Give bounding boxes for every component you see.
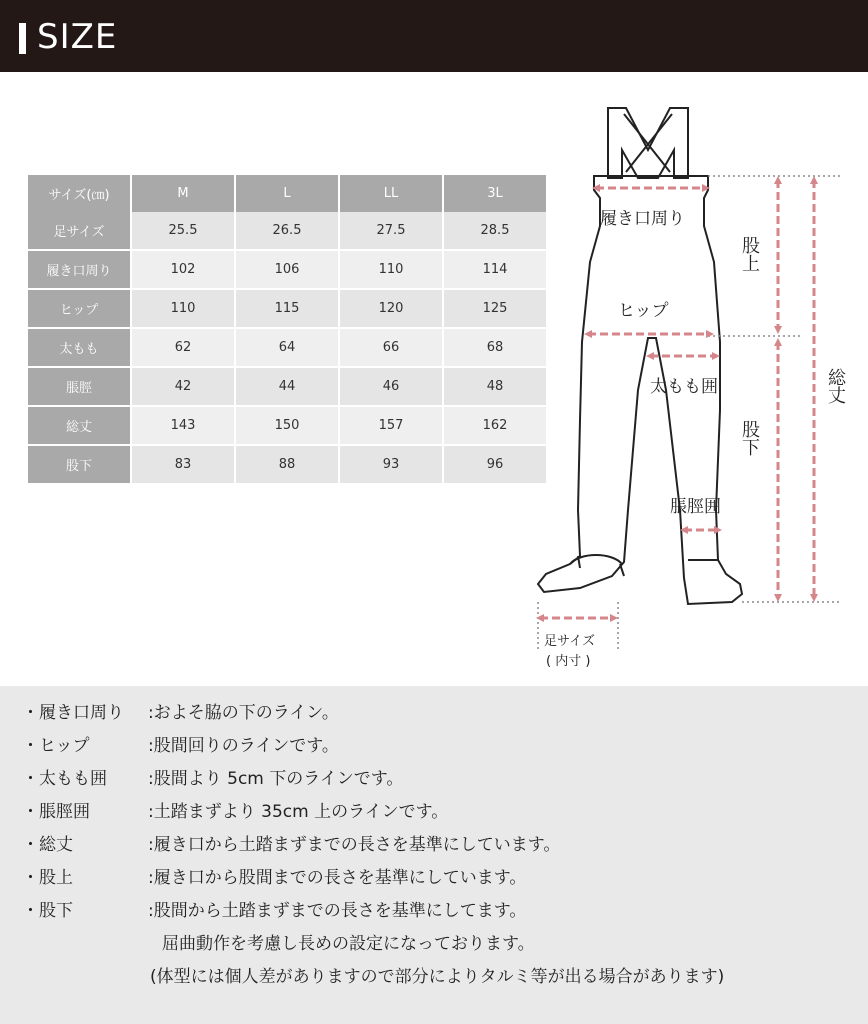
table-cell: 115 (236, 290, 340, 329)
table-row (28, 368, 546, 407)
table-cell: 42 (132, 368, 236, 407)
note-term: ・股下 (22, 901, 73, 921)
row-label: 太もも (28, 329, 132, 368)
table-cell: 83 (132, 446, 236, 483)
row-label: 総丈 (28, 407, 132, 446)
size-table (28, 175, 546, 483)
table-header-row (28, 175, 546, 212)
note-desc: :股間から土踏まずまでの長さを基準にしてます。 (148, 901, 527, 921)
column-header: M (132, 175, 236, 212)
table-cell: 150 (236, 407, 340, 446)
column-header: LL (340, 175, 444, 212)
table-cell: 64 (236, 329, 340, 368)
note-desc: :履き口から土踏まずまでの長さを基準にしています。 (148, 835, 561, 855)
note-disclaimer: (体型には個人差がありますので部分によりタルミ等が出る場合があります) (150, 967, 725, 987)
suspenders (608, 108, 688, 178)
table-cell: 68 (444, 329, 546, 368)
table-cell: 44 (236, 368, 340, 407)
table-cell: 162 (444, 407, 546, 446)
table-cell: 28.5 (444, 212, 546, 251)
row-label: 股下 (28, 446, 132, 483)
table-row (28, 407, 546, 446)
hip-label: ヒップ (618, 301, 669, 321)
table-cell: 26.5 (236, 212, 340, 251)
table-cell: 62 (132, 329, 236, 368)
table-corner-cell: サイズ(㎝) (28, 175, 132, 212)
note-desc: :股間回りのラインです。 (148, 736, 339, 756)
note-desc: :履き口から股間までの長さを基準にしています。 (148, 868, 527, 888)
table-cell: 66 (340, 329, 444, 368)
table-cell: 106 (236, 251, 340, 290)
total-length-label: 総丈 (825, 368, 846, 404)
table-cell: 25.5 (132, 212, 236, 251)
table-cell: 96 (444, 446, 546, 483)
table-row (28, 251, 546, 290)
header (0, 0, 868, 72)
row-label: 履き口周り (28, 251, 132, 290)
table-row (28, 446, 546, 483)
table-cell: 110 (340, 251, 444, 290)
foot-size-label: 足サイズ (544, 634, 595, 649)
header-accent-bar (19, 23, 26, 54)
note-desc: :およそ脇の下のライン。 (148, 703, 339, 723)
note-term: ・股上 (22, 868, 73, 888)
notes-panel (0, 686, 868, 1024)
table-cell: 46 (340, 368, 444, 407)
table-cell: 102 (132, 251, 236, 290)
rise-label: 股上 (739, 236, 760, 272)
table-cell: 125 (444, 290, 546, 329)
table-row (28, 290, 546, 329)
table-cell: 114 (444, 251, 546, 290)
thigh-label: 太もも囲 (650, 377, 718, 397)
row-label: 脹脛 (28, 368, 132, 407)
table-cell: 93 (340, 446, 444, 483)
opening-label: 履き口周り (600, 209, 685, 229)
note-desc: :土踏まずより 35cm 上のラインです。 (148, 802, 449, 822)
table-cell: 27.5 (340, 212, 444, 251)
note-term: ・太もも囲 (22, 769, 107, 789)
page-title: SIZE (37, 17, 118, 57)
inseam-label: 股下 (739, 420, 760, 456)
note-term: ・総丈 (22, 835, 73, 855)
note-continuation: 屈曲動作を考慮し長めの設定になっております。 (162, 934, 535, 954)
column-header: 3L (444, 175, 546, 212)
reference-lines (538, 176, 840, 650)
foot-size-note: ( 内寸 ) (546, 654, 591, 669)
calf-label: 脹脛囲 (670, 497, 721, 517)
table-row (28, 212, 546, 251)
table-cell: 120 (340, 290, 444, 329)
note-term: ・履き口周り (22, 703, 124, 723)
table-cell: 48 (444, 368, 546, 407)
table-cell: 143 (132, 407, 236, 446)
row-label: ヒップ (28, 290, 132, 329)
table-cell: 88 (236, 446, 340, 483)
note-term: ・ヒップ (22, 736, 90, 756)
row-label: 足サイズ (28, 212, 132, 251)
note-term: ・脹脛囲 (22, 802, 90, 822)
note-desc: :股間より 5cm 下のラインです。 (148, 769, 404, 789)
column-header: L (236, 175, 340, 212)
table-cell: 110 (132, 290, 236, 329)
measurement-diagram (520, 90, 868, 690)
table-row (28, 329, 546, 368)
table-cell: 157 (340, 407, 444, 446)
